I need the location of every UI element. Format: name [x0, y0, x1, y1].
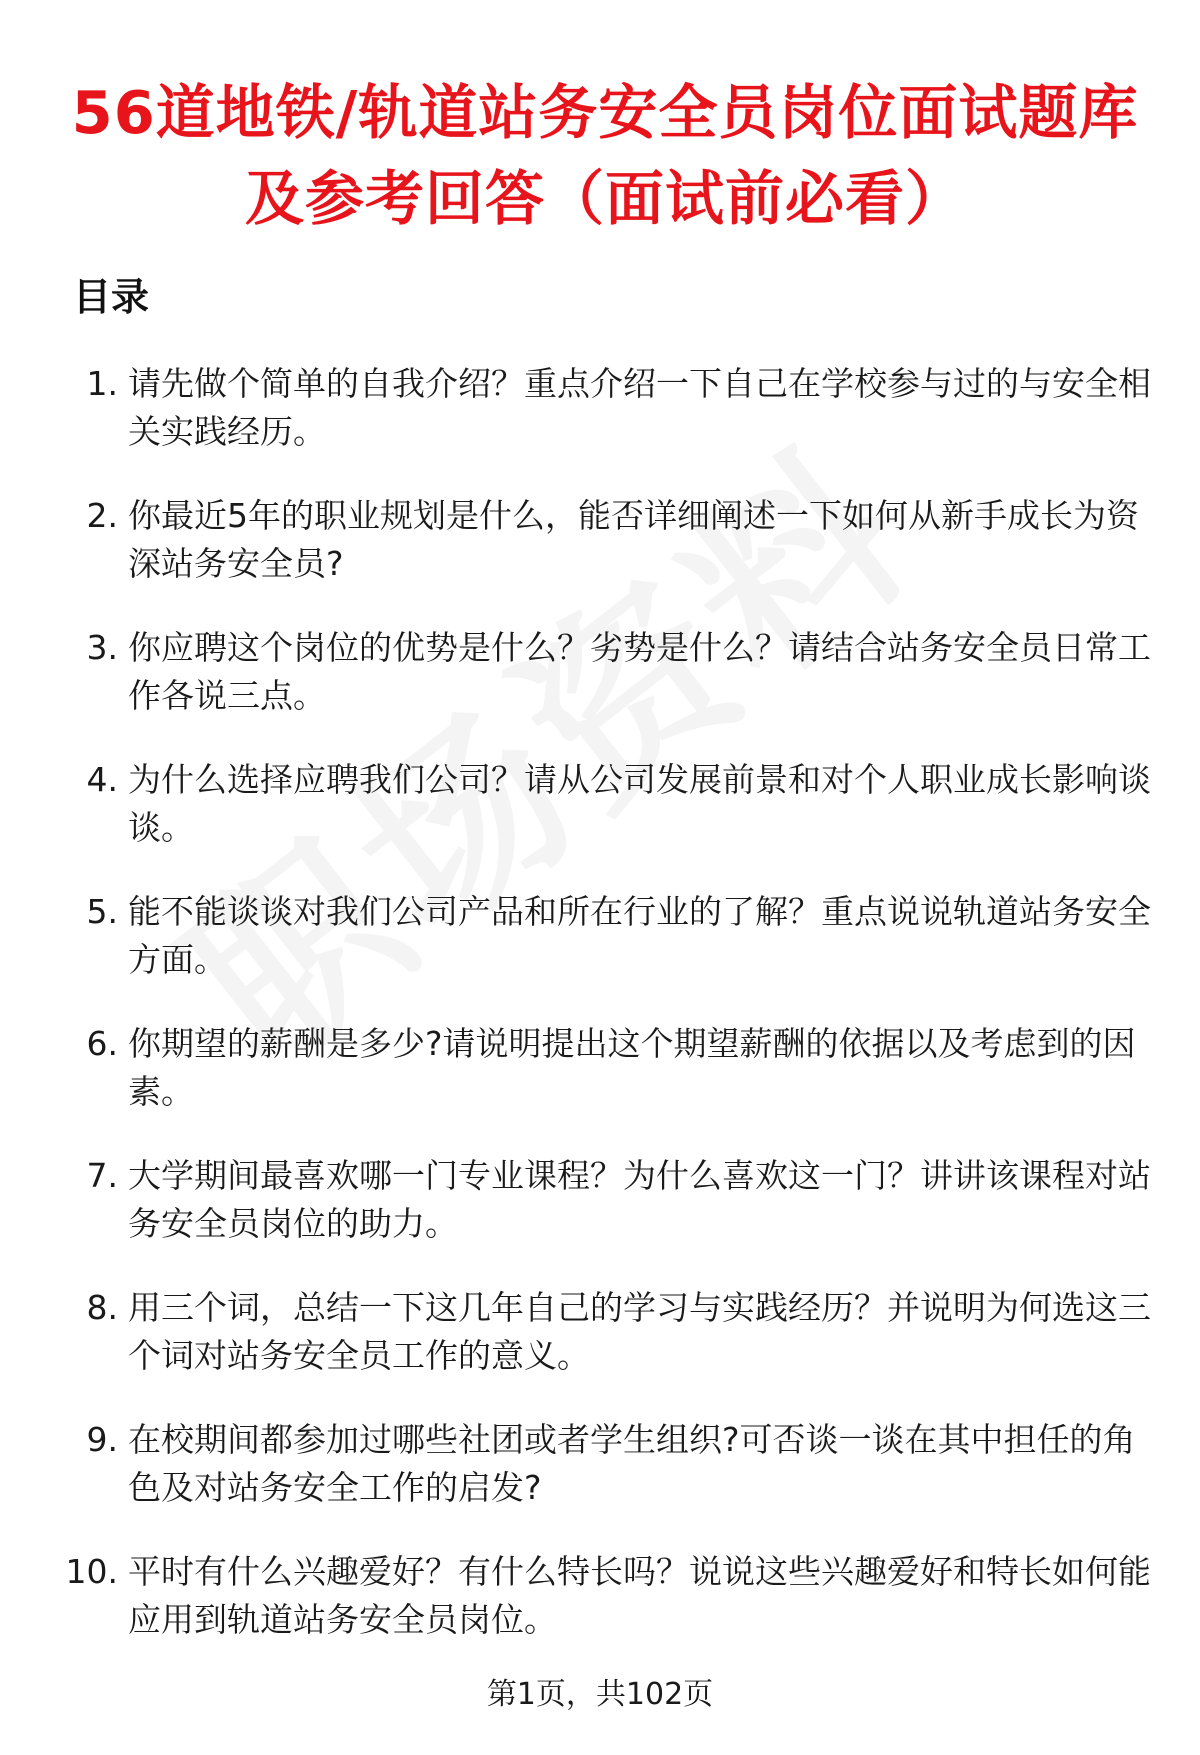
- list-item: [60, 1548, 1160, 1680]
- question-number: 9.: [86, 1420, 118, 1459]
- question-text: 大学期间最喜欢哪一门专业课程？为什么喜欢这一门？讲讲该课程对站务安全员岗位的助力。: [128, 1156, 1151, 1243]
- question-text: 为什么选择应聘我们公司？请从公司发展前景和对个人职业成长影响谈谈。: [128, 760, 1151, 847]
- question-number: 1.: [86, 364, 118, 403]
- list-item: [60, 756, 1160, 888]
- question-text: 你最近5年的职业规划是什么，能否详细阐述一下如何从新手成长为资深站务安全员?: [128, 496, 1139, 583]
- list-item: [60, 1020, 1160, 1152]
- question-number: 6.: [86, 1024, 118, 1063]
- question-text: 你应聘这个岗位的优势是什么？劣势是什么？请结合站务安全员日常工作各说三点。: [128, 628, 1151, 715]
- question-text: 能不能谈谈对我们公司产品和所在行业的了解？重点说说轨道站务安全方面。: [128, 892, 1151, 979]
- list-item: [60, 624, 1160, 756]
- question-text: 你期望的薪酬是多少?请说明提出这个期望薪酬的依据以及考虑到的因素。: [128, 1024, 1136, 1111]
- question-text: 请先做个简单的自我介绍？重点介绍一下自己在学校参与过的与安全相关实践经历。: [128, 364, 1151, 451]
- question-number: 4.: [86, 760, 118, 799]
- question-text: 在校期间都参加过哪些社团或者学生组织?可否谈一谈在其中担任的角色及对站务安全工作的启发?: [128, 1420, 1136, 1507]
- list-item: [60, 360, 1160, 492]
- page-title: 56道地铁/轨道站务安全员岗位面试题库及参考回答（面试前必看）: [71, 78, 1139, 233]
- question-number: 8.: [86, 1288, 118, 1327]
- list-item: [60, 888, 1160, 1020]
- toc-heading: 目录: [73, 275, 150, 319]
- list-item: [60, 1416, 1160, 1548]
- question-number: 7.: [86, 1156, 118, 1195]
- question-number: 3.: [86, 628, 118, 667]
- question-list: [60, 360, 1160, 1680]
- list-item: [60, 492, 1160, 624]
- question-text: 平时有什么兴趣爱好？有什么特长吗？说说这些兴趣爱好和特长如何能应用到轨道站务安全员岗位。: [128, 1552, 1151, 1639]
- question-number: 10.: [65, 1552, 118, 1591]
- list-item: [60, 1152, 1160, 1284]
- list-item: [60, 1284, 1160, 1416]
- page-footer: 第1页，共102页: [486, 1677, 714, 1712]
- question-text: 用三个词，总结一下这几年自己的学习与实践经历？并说明为何选这三个词对站务安全员工作的意义。: [128, 1288, 1151, 1375]
- question-number: 2.: [86, 496, 118, 535]
- question-number: 5.: [86, 892, 118, 931]
